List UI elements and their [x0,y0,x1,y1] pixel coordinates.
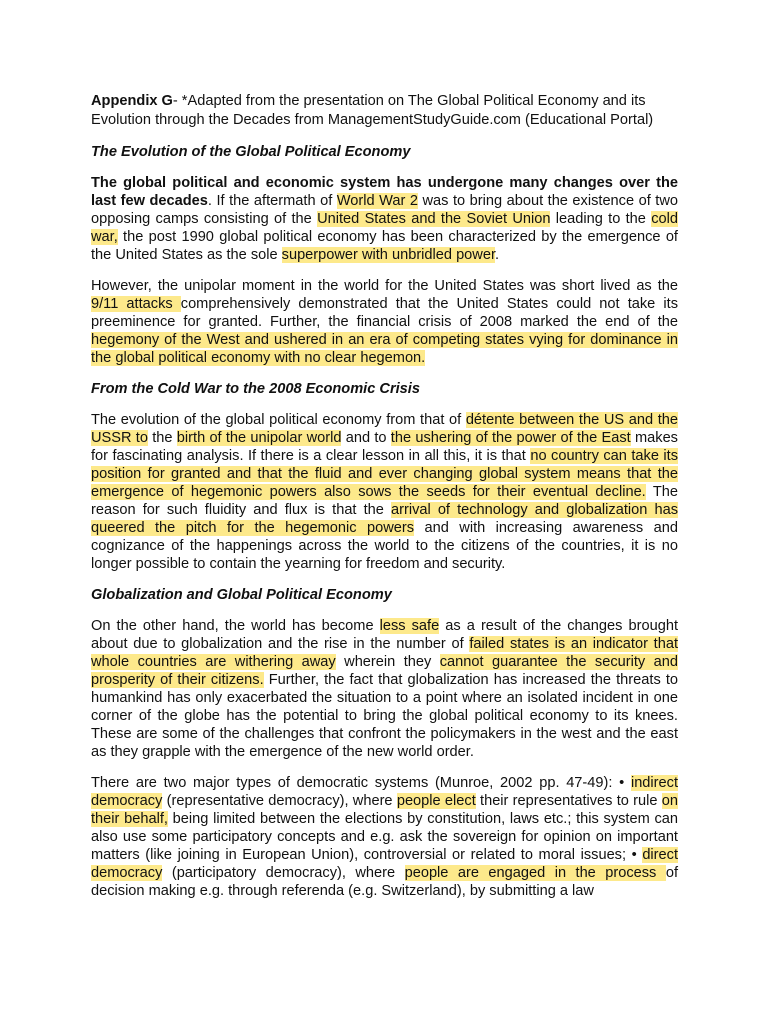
highlighted-text: hegemony of the West and ushered in an era of competing states vying for dominance in the global political economy with no clear hegemon. [91,332,678,366]
highlighted-text: people are engaged in the process [404,865,666,881]
text-run: leading to the [550,211,652,227]
text-run: the [147,430,177,446]
bold-text: The global political and economic system has undergone many changes over the last few decades [91,175,678,209]
text-run: Further, the fact that globalization has increased the threats to humankind has only exacerbated the situation to a point where an isolated incident in one corner of the globe has the potential to bring the global political economy to its knees. These are some of the challenges that confront the policymakers in the west and the east as they grapple with the emergence of the new world order. [91,672,679,760]
highlighted-text: arrival of technology and globalization has queered the pitch for the hegemonic powers [91,502,678,536]
highlighted-text: birth of the unipolar world [176,430,342,446]
text-run: . [495,247,500,263]
highlighted-text: the ushering of the power of the East [390,430,631,446]
text-run: makes for fascinating analysis. If there is a clear lesson in all this, it is that [91,430,678,464]
text-run: However, the unipolar moment in the world for the United States was short lived as the [91,278,678,294]
text-run: the post 1990 global political economy has been characterized by the emergence of the United States as the sole [91,229,678,263]
highlighted-text: no country can take its position for granted and that the fluid and ever changing global system means that the emergence of hegemonic powers also sows the seeds for their eventual decline. [91,448,678,500]
text-run: was to bring about the existence of two opposing camps consisting of the [91,193,678,227]
document-page [91,92,678,913]
text-run: (representative democracy), where [162,793,397,809]
text-run: being limited between the elections by constitution, laws etc.; this system can also use some participatory concepts and e.g. ask the sovereign for opinion on important matters (like joining in European Union), controversial or related to moral issues; • [91,811,679,863]
section-heading: Globalization and Global Political Economy [91,587,392,603]
text-run: The evolution of the global political economy from that of [91,412,466,428]
highlighted-text: cannot guarantee the security and prosperity of their citizens. [91,654,678,688]
text-run: . If the aftermath of [207,193,337,209]
text-run: their representatives to rule [475,793,662,809]
highlighted-text: cold war, [91,211,678,245]
body-paragraph [91,774,678,900]
body-paragraph [91,174,678,264]
appendix-text: - *Adapted from the presentation on The Global Political Economy and its Evolution through the Decades from ManagementStudyGuide.com (Educational Portal) [91,93,654,128]
document-body [91,143,678,900]
appendix-label: Appendix G [91,93,173,109]
text-run: comprehensively demonstrated that the United States could not take its preeminence for granted. Further, the financial crisis of 2008 marked the end of the [91,296,678,330]
highlighted-text: 9/11 attacks [91,296,181,312]
highlighted-text: on their behalf, [91,793,678,827]
text-run: There are two major types of democratic systems (Munroe, 2002 pp. 47-49): • [91,775,631,791]
section-heading: From the Cold War to the 2008 Economic Crisis [91,381,420,397]
highlighted-text: direct democracy [91,847,678,881]
appendix-note [91,92,678,130]
body-paragraph [91,277,678,367]
highlighted-text: people elect [396,793,476,809]
highlighted-text: less safe [379,618,440,634]
highlighted-text: indirect democracy [91,775,678,809]
text-run: of decision making e.g. through referenda (e.g. Switzerland), by submitting a law [91,865,678,899]
text-run: On the other hand, the world has become [91,618,380,634]
highlighted-text: détente between the US and the USSR to [91,412,678,446]
text-run: and with increasing awareness and cognizance of the happenings across the world to the citizens of the countries, it is no longer possible to contain the yearning for freedom and security. [91,520,678,572]
text-run: as a result of the changes brought about due to globalization and the rise in the number of [91,618,678,652]
text-run: The reason for such fluidity and flux is that the [91,484,678,518]
text-run: wherein they [335,654,440,670]
body-paragraph [91,617,678,761]
highlighted-text: superpower with unbridled power [281,247,496,263]
section-heading: The Evolution of the Global Political Economy [91,144,411,160]
highlighted-text: World War 2 [336,193,418,209]
text-run: and to [341,430,391,446]
highlighted-text: United States and the Soviet Union [317,211,551,227]
body-paragraph [91,411,678,573]
highlighted-text: failed states is an indicator that whole countries are withering away [91,636,678,670]
text-run: (participatory democracy), where [162,865,405,881]
